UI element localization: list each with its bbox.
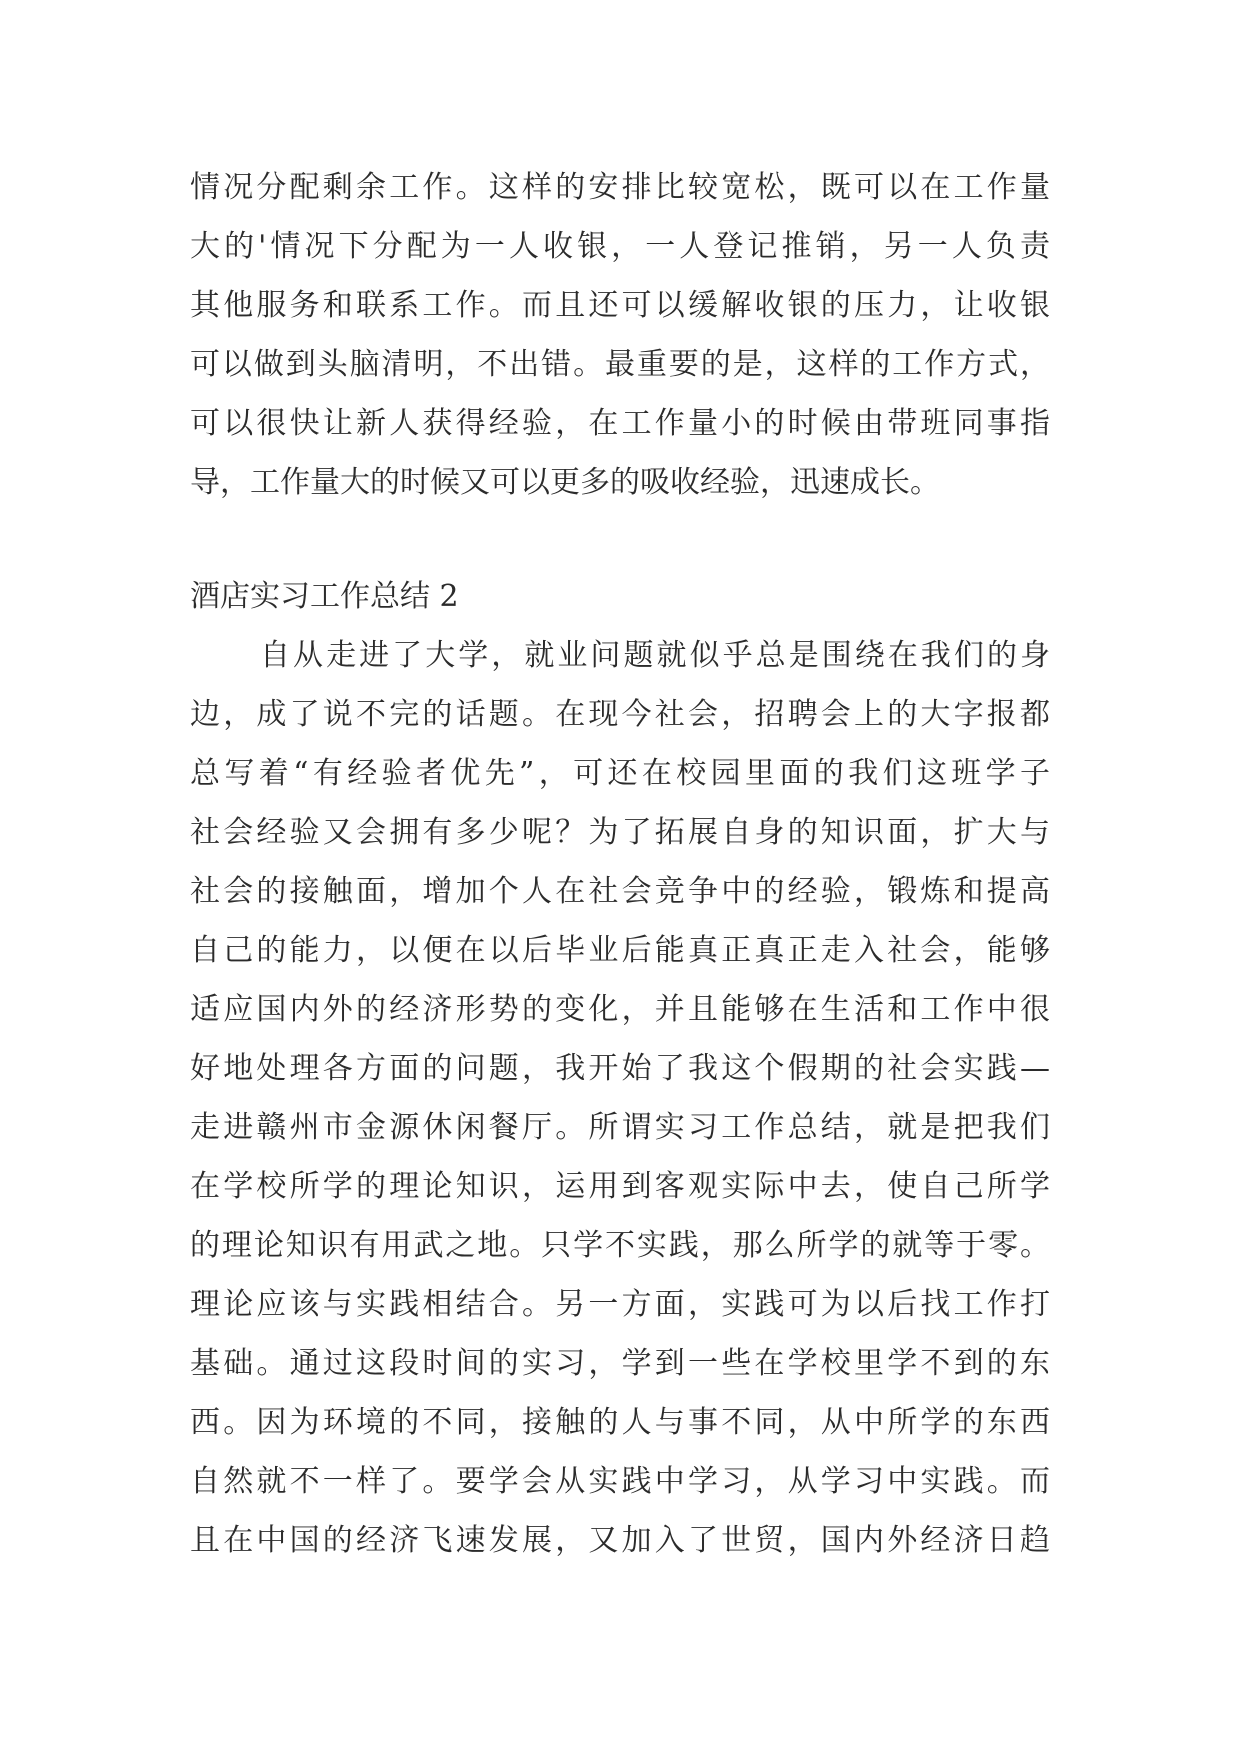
text-line: 走进赣州市金源休闲餐厅。所谓实习工作总结，就是把我们 — [190, 1110, 1050, 1145]
text-line: 自己的能力，以便在以后毕业后能真正真正走入社会，能够 — [190, 933, 1050, 968]
text-line: 自然就不一样了。要学会从实践中学习，从学习中实践。而 — [190, 1464, 1050, 1499]
text-line: 自从走进了大学，就业问题就似乎总是围绕在我们的身 — [260, 638, 1050, 673]
text-line: 适应国内外的经济形势的变化，并且能够在生活和工作中很 — [190, 992, 1050, 1027]
section-heading: 酒店实习工作总结 2 — [190, 579, 459, 614]
text-line: 的理论知识有用武之地。只学不实践，那么所学的就等于零。 — [190, 1228, 1050, 1263]
text-line: 可以很快让新人获得经验，在工作量小的时候由带班同事指 — [190, 406, 1050, 441]
text-line: 理论应该与实践相结合。另一方面，实践可为以后找工作打 — [190, 1287, 1050, 1322]
text-line: 社会经验又会拥有多少呢？为了拓展自身的知识面，扩大与 — [190, 815, 1050, 850]
text-line: 可以做到头脑清明，不出错。最重要的是，这样的工作方式， — [190, 347, 1050, 382]
text-line: 好地处理各方面的问题，我开始了我这个假期的社会实践— — [190, 1051, 1050, 1086]
paragraph-body — [190, 626, 1050, 1570]
text-line: 情况分配剩余工作。这样的安排比较宽松，既可以在工作量 — [190, 170, 1050, 205]
text-line: 其他服务和联系工作。而且还可以缓解收银的压力，让收银 — [190, 288, 1050, 323]
text-line: 基础。通过这段时间的实习，学到一些在学校里学不到的东 — [190, 1346, 1050, 1381]
text-line: 社会的接触面，增加个人在社会竞争中的经验，锻炼和提高 — [190, 874, 1050, 909]
text-line: 导，工作量大的时候又可以更多的吸收经验，迅速成长。 — [190, 465, 940, 500]
text-line: 总写着“有经验者优先”，可还在校园里面的我们这班学子 — [190, 756, 1050, 791]
text-line: 大的'情况下分配为一人收银，一人登记推销，另一人负责 — [190, 229, 1050, 264]
text-line: 边，成了说不完的话题。在现今社会，招聘会上的大字报都 — [190, 697, 1050, 732]
text-line: 且在中国的经济飞速发展，又加入了世贸，国内外经济日趋 — [190, 1523, 1050, 1558]
text-line: 在学校所学的理论知识，运用到客观实际中去，使自己所学 — [190, 1169, 1050, 1204]
text-line: 西。因为环境的不同，接触的人与事不同，从中所学的东西 — [190, 1405, 1050, 1440]
paragraph-continued — [190, 158, 1050, 512]
